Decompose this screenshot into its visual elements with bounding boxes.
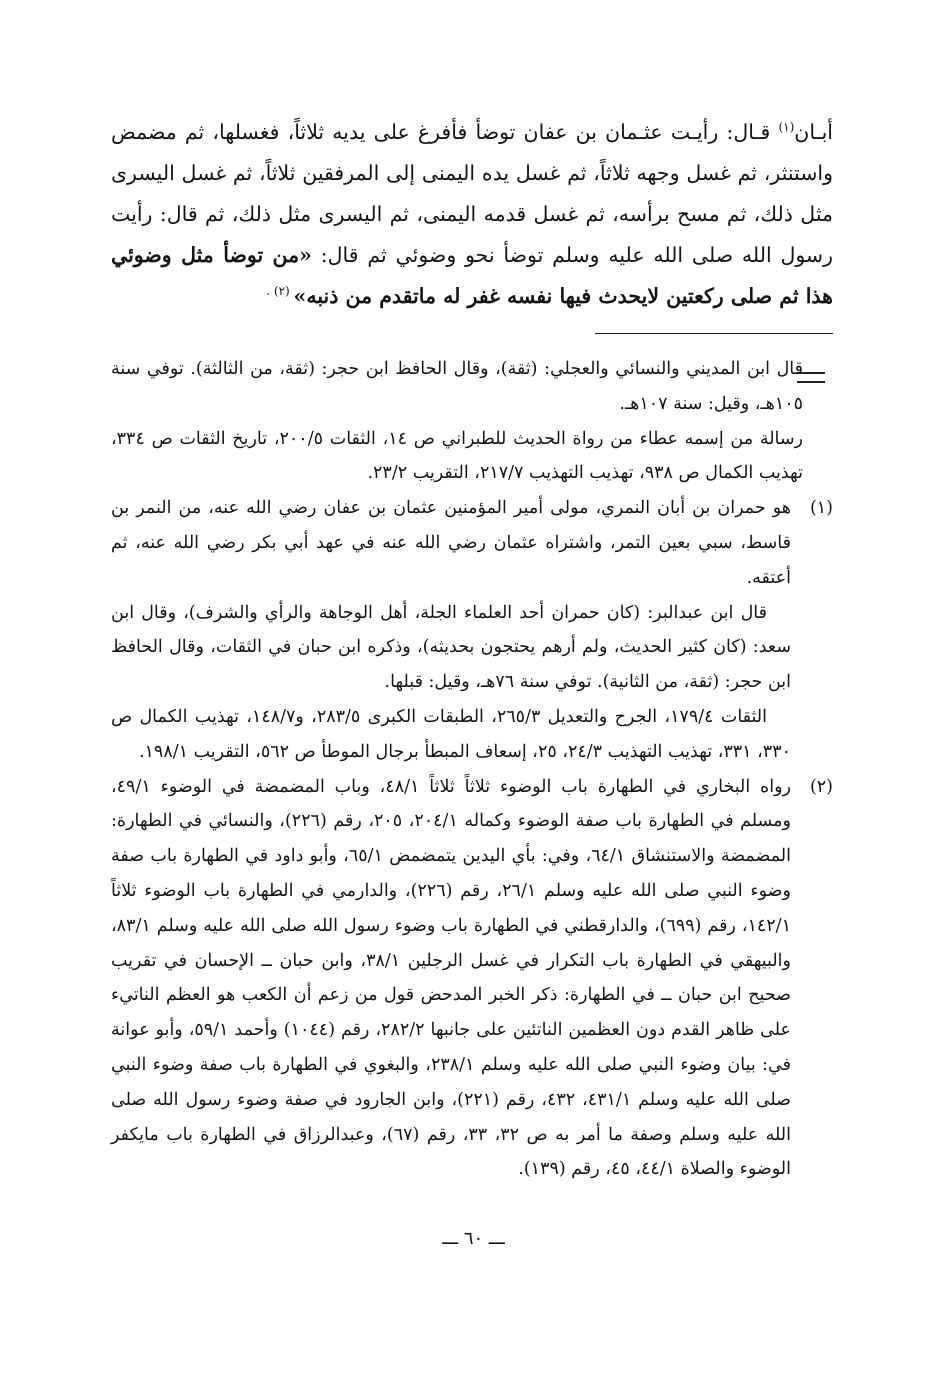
hadith-quote: «من توضأ مثل وضوئي هذا ثم صلى ركعتين لايحدث فيها نفسه غفر له ماتقدم من ذنبه» <box>111 243 833 308</box>
footnote-1-references: الثقات ١٧٩/٤، الجرح والتعديل ٢٦٥/٣، الطبقات الكبرى ٢٨٣/٥، و١٤٨/٧، تهذيب الكمال ص ٣٣٠، ٣٣١، تهذيب التهذيب ٢٤/٣، ٢٥، إسعاف المبطأ برجال الموطأ ص ٥٦٢، التقريب ١٩٨/١. <box>111 706 791 762</box>
footnotes <box>111 352 833 1187</box>
main-text-start: أبـان <box>794 120 833 144</box>
continued-note-references: رسالة من إسمه عطاء من رواة الحديث للطبراني ص ١٤، الثقات ٢٠٠/٥، تاريخ الثقات ص ٣٣٤، تهذيب الكمال ص ٩٣٨، تهذيب التهذيب ٢١٧/٧، التقريب ٢٣/٢. <box>111 428 803 484</box>
footnote-1 <box>111 491 833 769</box>
footnote-2-body <box>111 770 791 1188</box>
main-text-body: قـال: رأيـت عثـمان بن عفان توضأ فأفرغ على يديه ثلاثاً، فغسلها، ثم مضمض واستنثر، ثم غسل وجهه ثلاثاً، ثم غسل يده اليمنى إلى المرفقين ثلاثاً، ثم غسل اليسرى مثل ذلك، ثم مسح برأسه، ثم غسل قدمه اليمنى، ثم اليسرى مثل ذلك، ثم قال: رأيت رسول الله صلى الله عليه وسلم توضأ نحو وضوئي ثم قال: <box>111 120 834 267</box>
footnote-2-sources: رواه البخاري في الطهارة باب الوضوء ثلاثاً ثلاثاً ٤٨/١، وباب المضمضة في الوضوء ٤٩/١، ومسلم في الطهارة باب صفة الوضوء وكماله ٢٠٤/١، ٢٠٥، رقم (٢٢٦)، والنسائي في الطهارة: المضمضة والاستنشاق ٦٤/١، وفي: بأي اليدين يتمضمض ٦٥/١، وأبو داود في الطهارة باب صفة وضوء النبي صلى الله عليه وسلم ٢٦/١، رقم (٢٢٦)، والدارمي في الطهارة باب الوضوء ثلاثاً ١٤٢/١، رقم (٦٩٩)، والدارقطني في الطهارة باب وضوء رسول الله صلى الله عليه وسلم ٨٣/١، والبيهقي في الطهارة باب التكرار في غسل الرجلين ٣٨/١، وابن حبان ــ الإحسان في تقريب صحيح ابن حبان ــ في الطهارة: ذكر الخبر المدحض قول من زعم أن الكعب هو العظم الناتيء على ظاهر القدم دون العظمين الناتئين على جانبها ٢٨٢/٢، رقم (١٠٤٤) وأحمد ٥٩/١، وأبو عوانة في: بيان وضوء النبي صلى الله عليه وسلم ٢٣٨/١، والبغوي في الطهارة باب صفة وضوء النبي صلى الله عليه وسلم ٤٣١/١، ٤٣٢، رقم (٢٢١)، وابن الجارود في صفة وضوء رسول الله صلى الله عليه وسلم وصفة ما أمر به ص ٣٢، ٣٣، رقم (٦٧)، وعبدالرزاق في الطهارة باب مايكفر الوضوء والصلاة ٤٤/١، ٤٥، رقم (١٣٩). <box>111 776 792 1180</box>
footnote-1-number: (١) <box>809 498 833 519</box>
footnote-1-body <box>111 491 791 769</box>
footnote-reference-2: (٢) . <box>266 284 294 299</box>
page-number: ـــ ٦٠ ـــ <box>442 1228 505 1249</box>
footnote-2-number: (٢) <box>809 776 833 797</box>
continued-note-text: قال ابن المديني والنسائي والعجلي: (ثقة)، وقال الحافظ ابن حجر: (ثقة، من الثالثة). توفي سنة ١٠٥هـ، وقيل: سنة ١٠٧هـ. <box>111 359 803 414</box>
footnote-separator <box>595 333 833 334</box>
footnote-reference-1: (١) <box>778 120 795 135</box>
footnote-1-bio: هو حمران بن أبان النمري، مولى أمير المؤمنين عثمان بن عفان رضي الله عنه، من النمر بن قاسط، سبي بعين التمر، واشتراه عثمان رضي الله عنه في عهد أبي بكر رضي الله عنه، ثم أعتقه. <box>111 498 791 588</box>
hadith-paragraph <box>111 112 833 317</box>
footnote-1-grading: قال ابن عبدالبر: (كان حمران أحد العلماء الجلة، أهل الوجاهة والرأي والشرف)، وقال ابن سعد: (كان كثير الحديث، ولم أرهم يحتجون بحديثه)، وذكره ابن حبان في الثقات، وقال الحافظ ابن حجر: (ثقة، من الثانية). توفي سنة ٧٦هـ، وقيل: قبلها. <box>111 602 791 693</box>
footnote-2 <box>111 770 833 1188</box>
